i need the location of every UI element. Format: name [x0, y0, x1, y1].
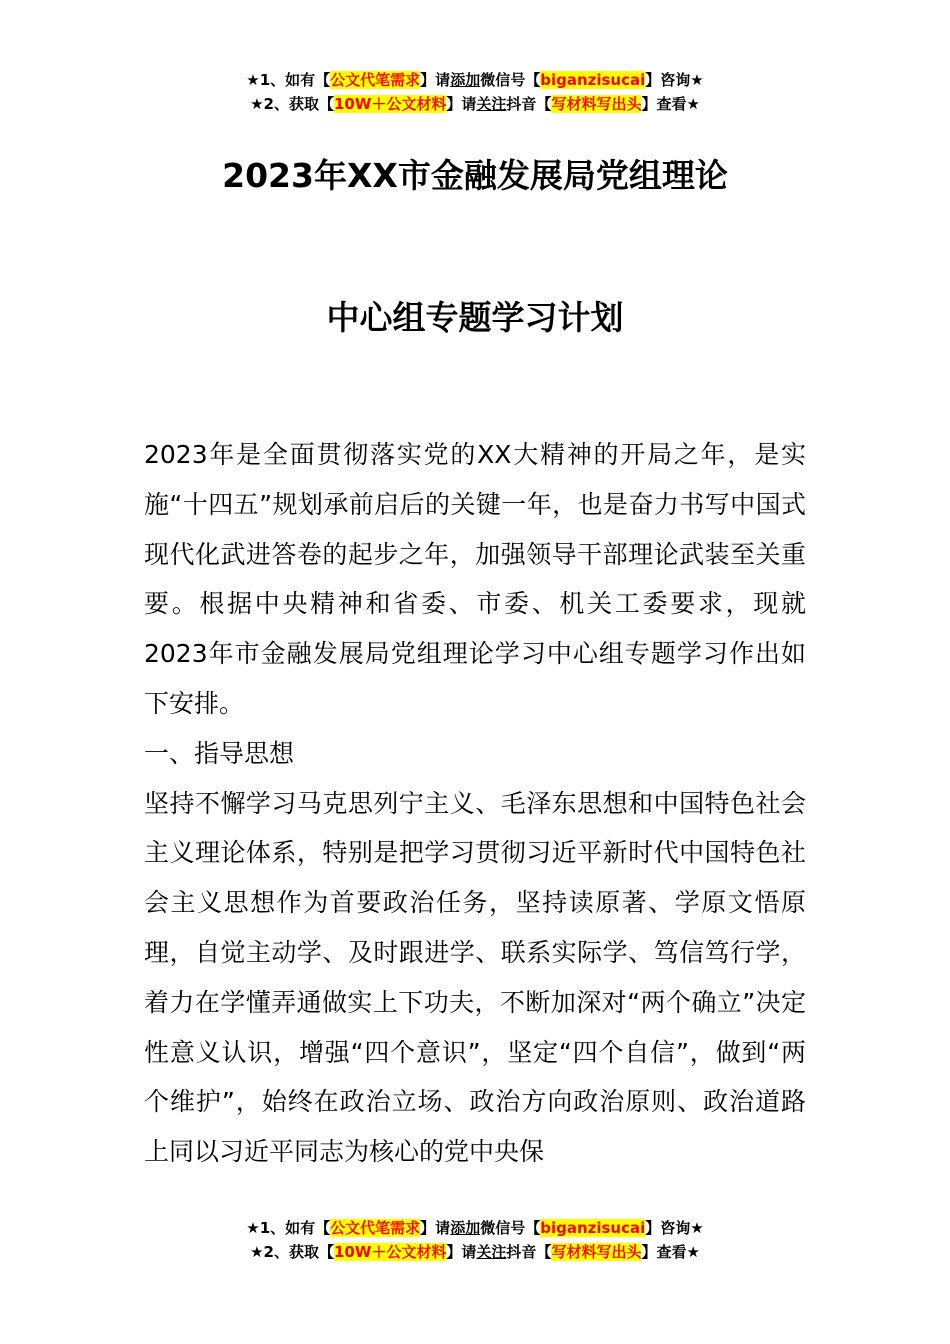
- highlight-service: 公文代笔需求: [330, 1219, 421, 1237]
- document-title-line-1: 2023年XX市金融发展局党组理论: [222, 156, 728, 195]
- intro-paragraph: 2023年是全面贯彻落实党的XX大精神的开局之年，是实施“十四五”规划承前启后的关键一年，也是奋力书写中国式现代化武进答卷的起步之年，加强领导干部理论武装至关重要。根据中央精神和省委、市委、机关工委要求，现就2023年市金融发展局党组理论学习中心组专题学习作出如下安排。: [144, 440, 806, 718]
- document-title-line-2: 中心组专题学习计划: [326, 298, 624, 337]
- section-heading-guiding-ideology: 一、指导思想: [144, 738, 295, 768]
- highlight-materials: 10W＋公文材料: [333, 1243, 447, 1261]
- highlight-wechat-id: biganzisucai: [540, 1219, 646, 1237]
- highlight-douyin-id: 写材料写出头: [551, 1243, 642, 1261]
- banner-line-1: ★1、如有【公文代笔需求】请添加微信号【biganzisucai】咨询★: [246, 1219, 704, 1237]
- banner-line-2: ★2、获取【10W＋公文材料】请关注抖音【写材料写出头】查看★: [250, 1243, 700, 1261]
- highlight-materials: 10W＋公文材料: [333, 95, 447, 113]
- highlight-douyin-id: 写材料写出头: [551, 95, 642, 113]
- highlight-wechat-id: biganzisucai: [540, 71, 646, 89]
- highlight-service: 公文代笔需求: [330, 71, 421, 89]
- footer-banner: [0, 1216, 950, 1264]
- banner-line-1: ★1、如有【公文代笔需求】请添加微信号【biganzisucai】咨询★: [246, 71, 704, 89]
- guiding-ideology-paragraph: 坚持不懈学习马克思列宁主义、毛泽东思想和中国特色社会主义理论体系，特别是把学习贯彻习近平新时代中国特色社会主义思想作为首要政治任务，坚持读原著、学原文悟原理，自觉主动学、及时跟进学、联系实际学、笃信笃行学，着力在学懂弄通做实上下功夫，不断加深对“两个确立”决定性意义认识，增强“四个意识”，坚定“四个自信”，做到“两个维护”，始终在政治立场、政治方向政治原则、政治道路上同以习近平同志为核心的党中央保: [144, 788, 806, 1167]
- banner-line-2: ★2、获取【10W＋公文材料】请关注抖音【写材料写出头】查看★: [250, 95, 700, 113]
- document-body: [144, 430, 806, 1177]
- header-banner: [0, 68, 950, 116]
